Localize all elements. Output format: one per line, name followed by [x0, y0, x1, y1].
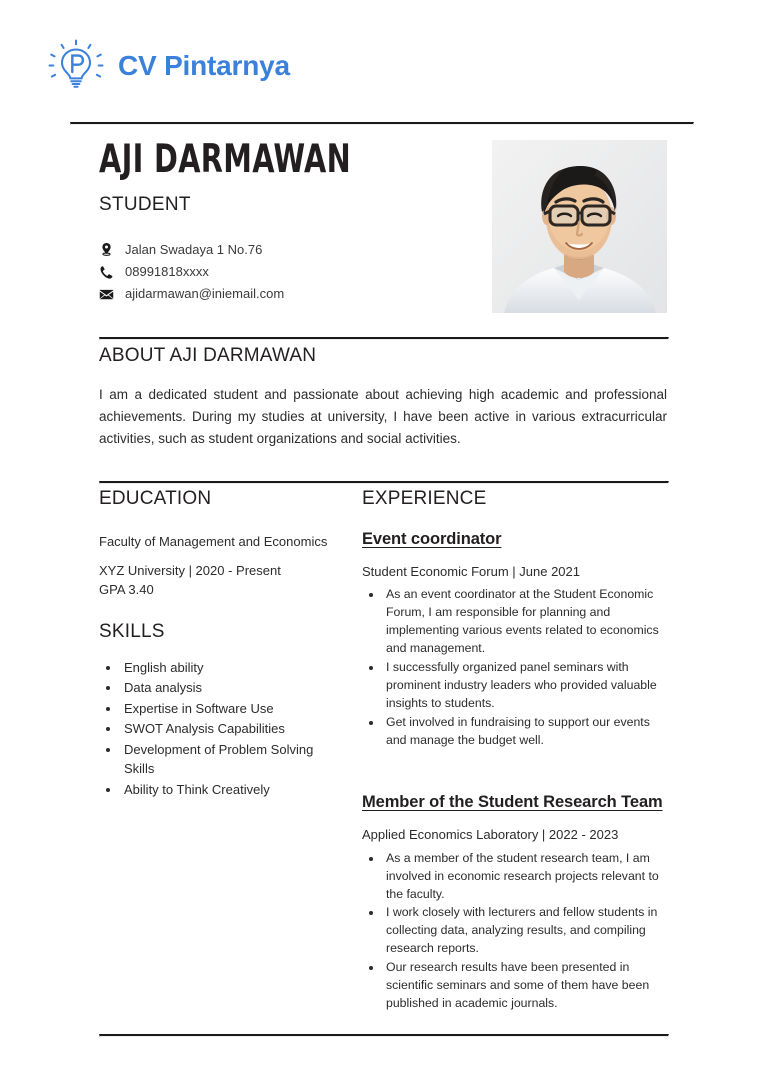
education-gpa: GPA 3.40	[99, 581, 154, 597]
contact-phone-value: 08991818xxxx	[125, 264, 209, 280]
left-column	[99, 488, 339, 800]
portrait-photo	[492, 140, 667, 313]
skills-list	[99, 658, 339, 800]
identity-block	[99, 137, 474, 309]
envelope-icon	[99, 287, 114, 302]
list-item: • Development of Problem Solving Skills	[121, 740, 339, 779]
list-item: • Data analysis	[121, 678, 339, 698]
right-column	[362, 488, 667, 1014]
list-item: • Our research results have been presented in scientific seminars and some of them have been published in academic journals.	[383, 959, 667, 1013]
list-item: • As a member of the student research team, I am involved in economic research projects relevant to the faculty.	[383, 850, 667, 904]
list-item: • I successfully organized panel seminars with prominent industry leaders who provided valuable insights to students.	[383, 659, 667, 713]
experience-role: Event coordinator	[362, 529, 502, 548]
brand-header	[48, 38, 290, 94]
contact-list	[99, 242, 474, 303]
about-section	[99, 345, 667, 449]
education-title: EDUCATION	[99, 488, 212, 509]
list-item: • Ability to Think Creatively	[121, 780, 339, 800]
list-item: • As an event coordinator at the Student Economic Forum, I am responsible for planning and implementing various events related to economics and management.	[383, 586, 667, 658]
avatar	[492, 140, 667, 313]
contact-phone	[99, 264, 474, 280]
contact-address-value: Jalan Swadaya 1 No.76	[125, 241, 263, 257]
education-institution: XYZ University | 2020 - Present	[99, 563, 281, 579]
job-title: STUDENT	[99, 193, 191, 215]
location-pin-icon	[99, 242, 114, 257]
lightbulb-p-icon	[48, 38, 104, 94]
education-entry	[99, 533, 339, 599]
divider-footer	[99, 1034, 669, 1037]
contact-email-value: ajidarmawan@iniemail.com	[125, 286, 285, 302]
experience-role: Member of the Student Research Team	[362, 793, 663, 811]
divider-top	[70, 122, 694, 125]
phone-icon	[99, 265, 114, 280]
list-item: • SWOT Analysis Capabilities	[121, 719, 339, 739]
experience-entry	[362, 529, 667, 750]
experience-bullets	[362, 586, 667, 750]
about-text: I am a dedicated student and passionate about achieving high academic and professional achievements. During my studies at university, I have been active in various extracurricular activities, such as student organizations and social activities.	[99, 386, 667, 446]
experience-entry	[362, 792, 667, 1013]
contact-address	[99, 242, 474, 258]
page-title: AJI DARMAWAN	[99, 137, 352, 182]
list-item: • English ability	[121, 658, 339, 678]
experience-title: EXPERIENCE	[362, 488, 487, 509]
list-item: • Expertise in Software Use	[121, 699, 339, 719]
experience-meta: Student Economic Forum | June 2021	[362, 564, 580, 580]
experience-bullets	[362, 850, 667, 1014]
experience-meta: Applied Economics Laboratory | 2022 - 2023	[362, 827, 619, 843]
contact-email	[99, 286, 474, 302]
brand-name: CV Pintarnya	[118, 50, 290, 81]
list-item: • I work closely with lecturers and fellow students in collecting data, analyzing results, and compiling research reports.	[383, 904, 667, 958]
divider-header	[99, 337, 669, 340]
education-faculty: Faculty of Management and Economics	[99, 533, 328, 549]
list-item: • Get involved in fundraising to support our events and manage the budget well.	[383, 714, 667, 750]
skills-title: SKILLS	[99, 621, 165, 643]
divider-about	[99, 481, 669, 484]
about-title: ABOUT AJI DARMAWAN	[99, 345, 317, 366]
